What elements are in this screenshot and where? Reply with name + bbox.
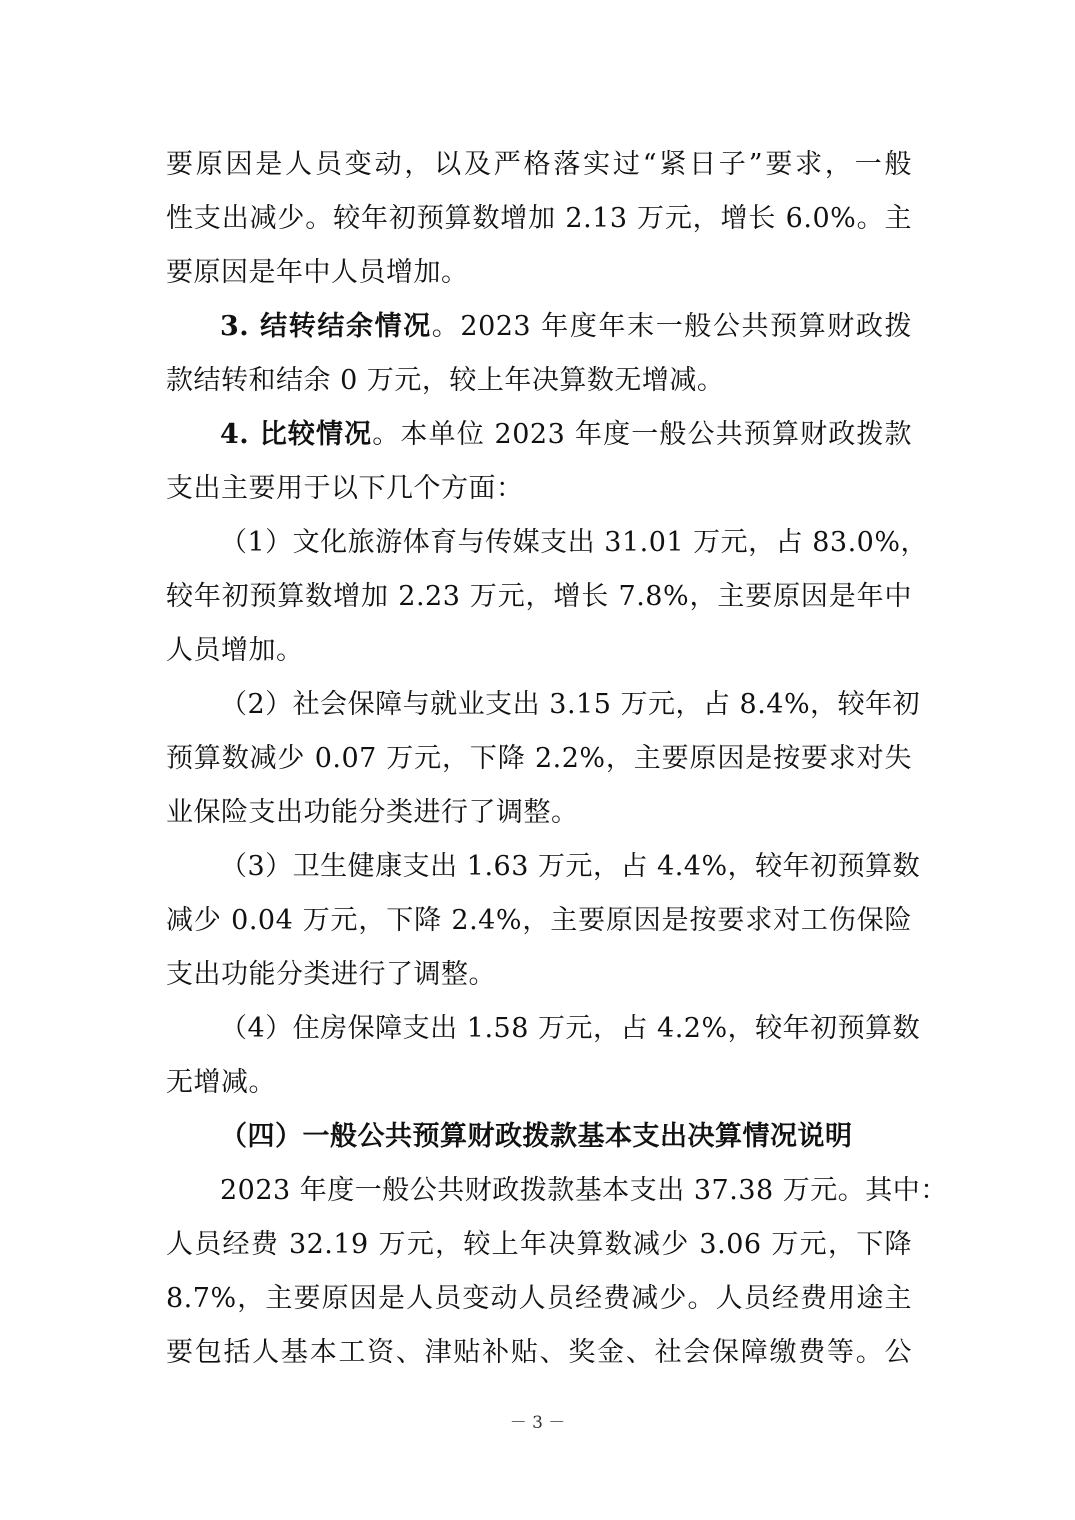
text-segment: 。本单位 2023 年度一般公共预算财政拨款 <box>372 419 912 450</box>
bold-text-segment: 4. 比较情况 <box>220 419 373 450</box>
text-line <box>166 948 912 1002</box>
text-line <box>166 408 912 462</box>
text-segment: （4）住房保障支出 1.58 万元，占 4.2%，较年初预算数 <box>220 1013 921 1044</box>
text-segment: 要包括人基本工资、津贴补贴、奖金、社会保障缴费等。公 <box>166 1337 912 1368</box>
text-line <box>166 624 912 678</box>
text-line <box>166 246 912 300</box>
text-line <box>166 894 912 948</box>
text-segment: 。2023 年度年末一般公共预算财政拨 <box>431 311 912 342</box>
text-segment: 人员增加。 <box>166 635 304 666</box>
text-line <box>166 1110 912 1164</box>
text-segment: （3）卫生健康支出 1.63 万元，占 4.4%，较年初预算数 <box>220 851 921 882</box>
text-segment: 减少 0.04 万元，下降 2.4%，主要原因是按要求对工伤保险 <box>166 905 912 936</box>
text-segment: 人员经费 32.19 万元，较上年决算数减少 3.06 万元，下降 <box>166 1229 912 1260</box>
text-line <box>166 840 921 894</box>
text-segment: 要原因是年中人员增加。 <box>166 257 469 288</box>
text-line <box>166 732 912 786</box>
text-line <box>166 354 912 408</box>
text-segment: 8.7%，主要原因是人员变动人员经费减少。人员经费用途主 <box>166 1283 912 1314</box>
page-number: － 3 － <box>509 1413 566 1433</box>
text-line <box>166 516 928 570</box>
text-segment: （1）文化旅游体育与传媒支出 31.01 万元，占 83.0%， <box>220 527 928 558</box>
text-segment: 2023 年度一般公共财政拨款基本支出 37.38 万元。其中： <box>220 1175 948 1206</box>
text-line <box>166 1272 912 1326</box>
text-segment: 性支出减少。较年初预算数增加 2.13 万元，增长 6.0%。主 <box>166 203 912 234</box>
text-line <box>166 1164 948 1218</box>
text-line <box>166 1056 912 1110</box>
text-segment: 要原因是人员变动，以及严格落实过“紧日子”要求，一般 <box>166 149 912 180</box>
text-line <box>166 462 912 516</box>
text-line <box>166 1326 912 1380</box>
text-line <box>166 678 921 732</box>
bold-text-segment: （四）一般公共预算财政拨款基本支出决算情况说明 <box>220 1121 853 1152</box>
text-line <box>166 570 912 624</box>
text-segment: 款结转和结余 0 万元，较上年决算数无增减。 <box>166 365 725 396</box>
text-line <box>166 138 912 192</box>
text-segment: 较年初预算数增加 2.23 万元，增长 7.8%，主要原因是年中 <box>166 581 912 612</box>
text-line <box>166 1002 921 1056</box>
text-segment: 支出主要用于以下几个方面： <box>166 473 524 504</box>
text-segment: 预算数减少 0.07 万元，下降 2.2%，主要原因是按要求对失 <box>166 743 912 774</box>
text-line <box>166 192 912 246</box>
text-segment: 支出功能分类进行了调整。 <box>166 959 496 990</box>
text-segment: （2）社会保障与就业支出 3.15 万元，占 8.4%，较年初 <box>220 689 921 720</box>
text-line <box>166 300 912 354</box>
text-segment: 业保险支出功能分类进行了调整。 <box>166 797 579 828</box>
text-line <box>166 1218 912 1272</box>
body-text <box>166 138 948 1380</box>
bold-text-segment: 3. 结转结余情况 <box>220 311 432 342</box>
text-line <box>166 786 912 840</box>
text-segment: 无增减。 <box>166 1067 276 1098</box>
